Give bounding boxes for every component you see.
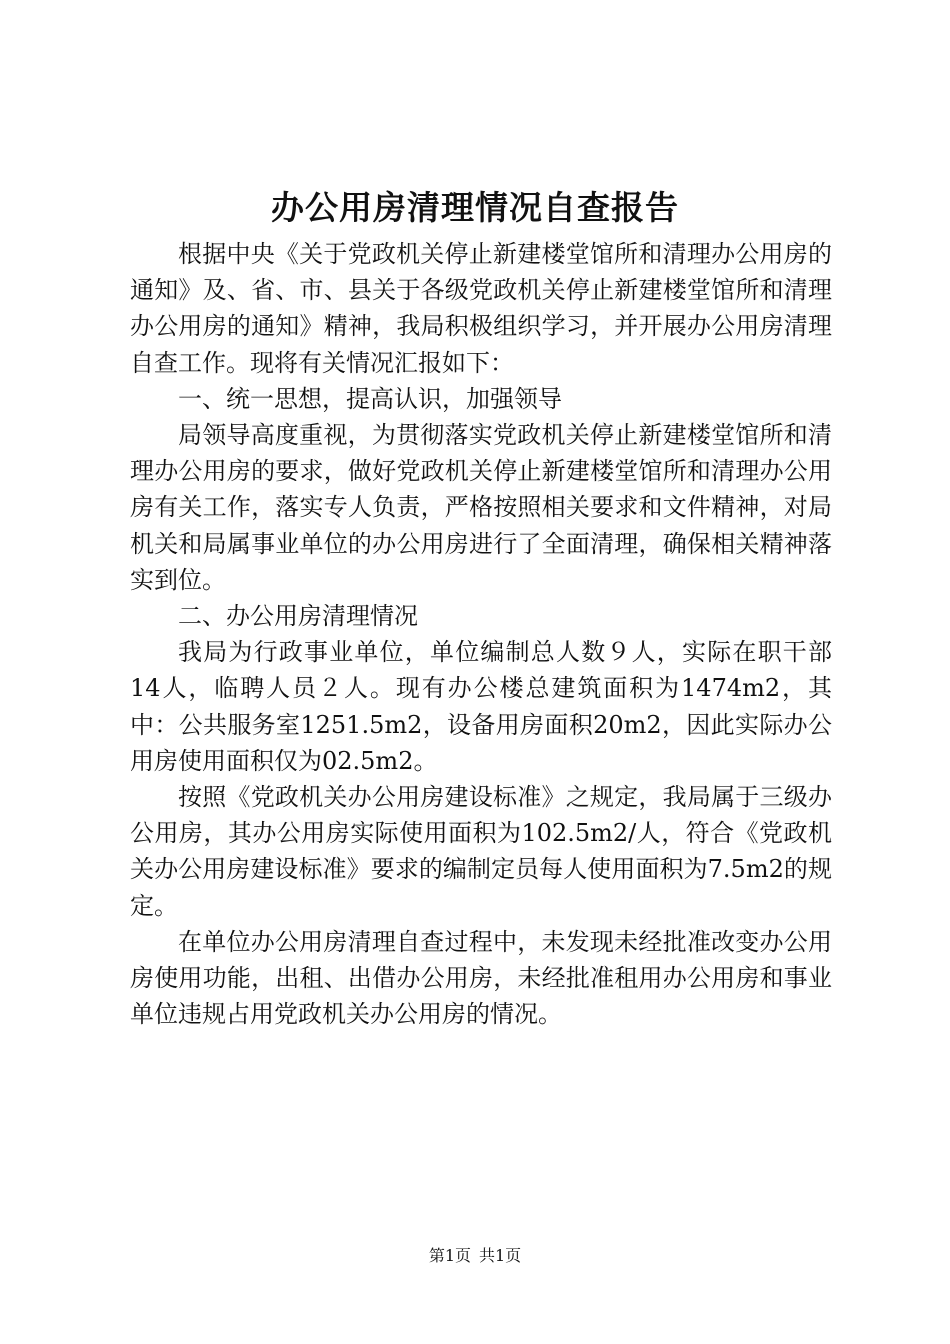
paragraph-standard: 按照《党政机关办公用房建设标准》之规定，我局属于三级办公用房，其办公用房实际使用面积为102.5m2/人，符合《党政机关办公用房建设标准》要求的编制定员每人使用面积为7.5m2的规定。 — [130, 783, 832, 920]
page-total: 共1页 — [479, 1246, 522, 1265]
page-footer — [0, 1244, 950, 1268]
paragraph-conclusion: 在单位办公用房清理自查过程中，未发现未经批准改变办公用房使用功能，出租、出借办公用房，未经批准租用办公用房和事业单位违规占用党政机关办公用房的情况。 — [130, 927, 832, 1029]
paragraph-staffing: 我局为行政事业单位，单位编制总人数９人，实际在职干部14人，临聘人员２人。现有办公楼总建筑面积为1474m2，其中：公共服务室1251.5m2，设备用房面积20m2，因此实际办公用房使用面积仅为02.5m2。 — [130, 638, 832, 775]
page-number: 第1页 — [428, 1246, 471, 1265]
document-title: 办公用房清理情况自查报告 — [271, 188, 679, 227]
document-body — [130, 236, 832, 1032]
section-heading-2: 二、办公用房清理情况 — [178, 602, 418, 631]
section-heading-1: 一、统一思想，提高认识，加强领导 — [178, 384, 562, 413]
paragraph-intro: 根据中央《关于党政机关停止新建楼堂馆所和清理办公用房的通知》及、省、市、县关于各级党政机关停止新建楼堂馆所和清理办公用房的通知》精神，我局积极组织学习，并开展办公用房清理自查工作。现将有关情况汇报如下： — [130, 240, 832, 377]
paragraph-leadership: 局领导高度重视，为贯彻落实党政机关停止新建楼堂馆所和清理办公用房的要求，做好党政机关停止新建楼堂馆所和清理办公用房有关工作，落实专人负责，严格按照相关要求和文件精神，对局机关和局属事业单位的办公用房进行了全面清理，确保相关精神落实到位。 — [130, 421, 832, 594]
